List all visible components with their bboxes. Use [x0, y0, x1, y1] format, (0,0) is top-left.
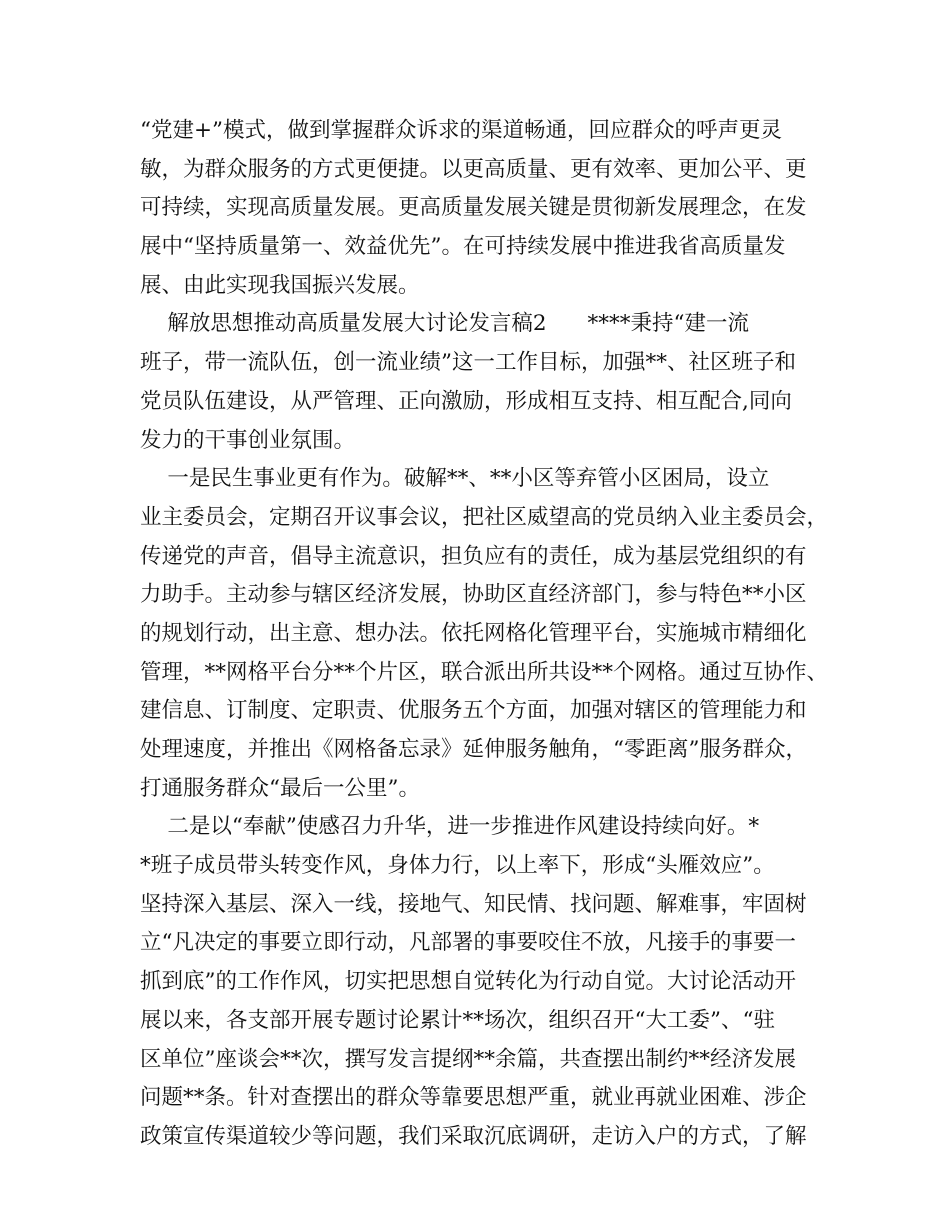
text-line: 传递党的声音，倡导主流意识，担负应有的责任，成为基层党组织的有: [140, 543, 807, 569]
text-line: 党员队伍建设，从严管理、正向激励，形成相互支持、相互配合,同向: [140, 388, 792, 414]
text-line: 发力的干事创业氛围。: [140, 427, 356, 453]
text-line: 管理，**网格平台分**个片区，联合派出所共设**个网格。通过互协作、: [140, 659, 829, 685]
text-line: 力助手。主动参与辖区经济发展，协助区直经济部门，参与特色**小区: [140, 582, 807, 608]
text-line: 问题**条。针对查摆出的群众等靠要思想严重，就业再就业困难、涉企: [140, 1085, 807, 1111]
text-line: 的规划行动，出主意、想办法。依托网格化管理平台，实施城市精细化: [140, 620, 807, 646]
text-line: 业主委员会，定期召开议事会议，把社区威望高的党员纳入业主委员会，: [140, 504, 829, 530]
text-line: 区单位”座谈会**次，撰写发言提纲**余篇，共查摆出制约**经济发展: [140, 1046, 796, 1072]
text-line: 坚持深入基层、深入一线，接地气、知民情、找问题、解难事，牢固树: [140, 891, 807, 917]
text-line: 立“凡决定的事要立即行动，凡部署的事要咬住不放，凡接手的事要一: [140, 930, 796, 956]
text-line: 展以来，各支部开展专题讨论累计**场次，组织召开“大工委”、“驻: [140, 1007, 775, 1033]
text-line: 班子，带一流队伍，创一流业绩”这一工作目标，加强**、社区班子和: [140, 350, 796, 376]
text-line: 抓到底”的工作作风，切实把思想自觉转化为行动自觉。大讨论活动开: [140, 969, 796, 995]
document-body: [140, 112, 829, 1157]
text-line: 二是以“奉献”使感召力升华，进一步推进作风建设持续向好。*: [140, 814, 760, 840]
text-line: *班子成员带头转变作风，身体力行，以上率下，形成“头雁效应”。: [140, 853, 775, 879]
text-line: 展、由此实现我国振兴发展。: [140, 272, 420, 298]
text-line: 敏，为群众服务的方式更便捷。以更高质量、更有效率、更加公平、更: [140, 156, 807, 182]
text-line: “党建+”模式，做到掌握群众诉求的渠道畅通，回应群众的呼声更灵: [140, 118, 783, 143]
text-line: 可持续，实现高质量发展。更高质量发展关键是贯彻新发展理念，在发: [140, 195, 807, 221]
paragraph-heading-line: 解放思想推动高质量发展大讨论发言稿2 ****秉持“建一流: [140, 311, 750, 337]
text-line: 展中“坚持质量第一、效益优先”。在可持续发展中推进我省高质量发: [140, 234, 786, 260]
text-line: 政策宣传渠道较少等问题，我们采取沉底调研，走访入户的方式，了解: [140, 1123, 807, 1149]
text-line: 一是民生事业更有作为。破解**、**小区等弃管小区困局，设立: [140, 466, 770, 492]
text-line: 处理速度，并推出《网格备忘录》延伸服务触角，“零距离”服务群众，: [140, 737, 807, 762]
text-line: 打通服务群众“最后一公里”。: [140, 775, 420, 801]
text-line: 建信息、订制度、定职责、优服务五个方面，加强对辖区的管理能力和: [140, 698, 807, 724]
